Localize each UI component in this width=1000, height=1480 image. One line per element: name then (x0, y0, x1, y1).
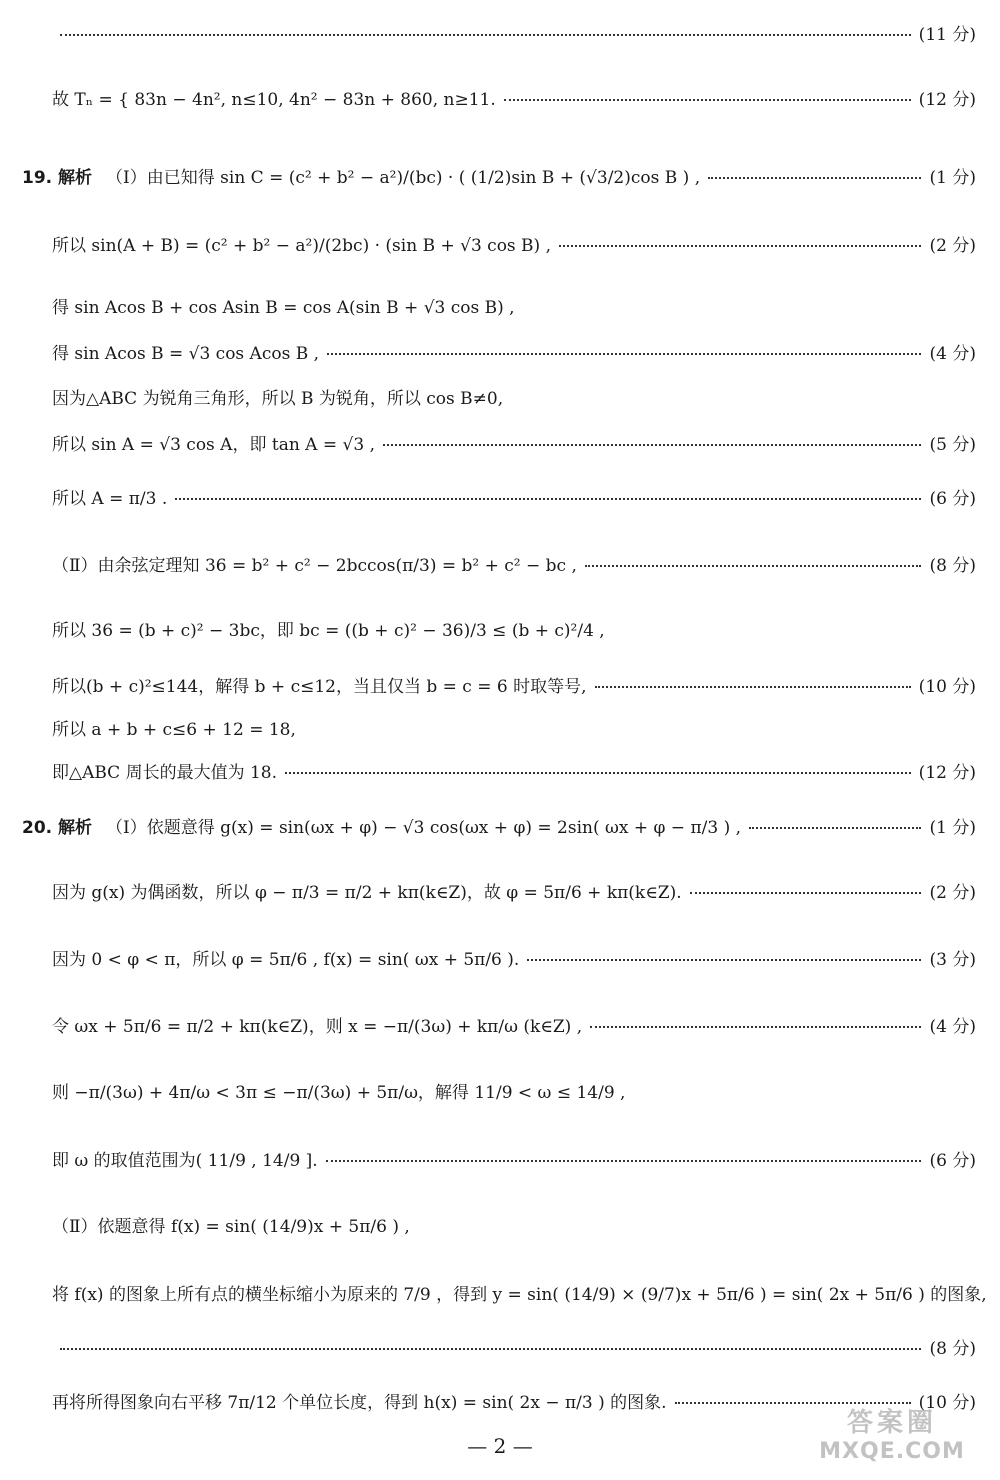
score-points: ( 8 分 ) (929, 1334, 976, 1359)
solution-line-l17 (52, 945, 976, 970)
step-text: （Ⅰ）由已知得 sin C = (c² + b² − a²)/(bc) · ( (1/2)sin B + (√3/2)cos B ) , (106, 168, 701, 188)
solution-line-l22 (52, 1280, 987, 1305)
solution-line-l21 (52, 1212, 976, 1237)
step-text: 所以 sin A = √3 cos A，即 tan A = √3 , (52, 435, 375, 455)
solution-line-l19 (52, 1078, 976, 1103)
dot-leader (326, 1160, 922, 1162)
dot-leader (749, 827, 921, 829)
step-text: 故 Tₙ = { 83n − 4n², n≤10, 4n² − 83n + 860, n≥11. (52, 90, 496, 110)
score-points: ( 1 分 ) (929, 813, 976, 838)
solution-line-l18 (52, 1012, 976, 1037)
step-text: 因为 g(x) 为偶函数，所以 φ − π/3 = π/2 + kπ(k∈Z)，故 φ = 5π/6 + kπ(k∈Z). (52, 883, 682, 903)
step-text: （Ⅱ）由余弦定理知 36 = b² + c² − 2bccos(π/3) = b² + c² − bc , (52, 556, 577, 576)
solution-line-l16 (52, 878, 976, 903)
watermark-logo (802, 1392, 982, 1474)
solution-line-l02 (52, 85, 976, 110)
step-text: 得 sin Acos B = √3 cos Acos B , (52, 344, 320, 364)
solution-line-l04 (52, 231, 976, 256)
step-text: 因为△ABC 为锐角三角形，所以 B 为锐角，所以 cos B≠0, (52, 389, 504, 409)
dot-leader (327, 353, 921, 355)
score-points: ( 4 分 ) (929, 1012, 976, 1037)
dot-leader (504, 99, 911, 101)
score-points: ( 8 分 ) (929, 551, 976, 576)
score-points: ( 1 分 ) (929, 163, 976, 188)
solution-line-l09 (52, 484, 976, 509)
score-points: ( 10 分 ) (919, 672, 976, 697)
watermark-text-url: MXQE.COM (819, 1439, 965, 1464)
dot-leader (585, 565, 922, 567)
dot-leader (60, 1348, 921, 1350)
solution-line-l12 (52, 672, 976, 697)
score-points: ( 6 分 ) (929, 1146, 976, 1171)
solution-line-l20 (52, 1146, 976, 1171)
solution-line-l11 (52, 616, 976, 641)
step-text: 令 ωx + 5π/6 = π/2 + kπ(k∈Z)，则 x = −π/(3ω) + kπ/ω (k∈Z) , (52, 1017, 583, 1037)
score-points: ( 2 分 ) (929, 231, 976, 256)
solution-line-l08 (52, 430, 976, 455)
score-points: ( 11 分 ) (919, 20, 976, 45)
dot-leader (559, 245, 921, 247)
score-points: ( 12 分 ) (919, 85, 976, 110)
dot-leader (590, 1026, 921, 1028)
solution-line-l14 (52, 758, 976, 783)
step-text: 所以 36 = (b + c)² − 3bc，即 bc = ((b + c)² − 36)/3 ≤ (b + c)²/4 , (52, 621, 605, 641)
page-number: — 2 — (467, 1434, 533, 1458)
step-text: 则 −π/(3ω) + 4π/ω < 3π ≤ −π/(3ω) + 5π/ω，解得 11/9 < ω ≤ 14/9 , (52, 1083, 626, 1103)
step-text: （Ⅰ）依题意得 g(x) = sin(ωx + φ) − √3 cos(ωx + φ) = 2sin( ωx + φ − π/3 ) , (106, 818, 742, 838)
dot-leader (708, 177, 921, 179)
dot-leader (175, 498, 921, 500)
solution-line-l10 (52, 551, 976, 576)
step-text: 因为 0 < φ < π，所以 φ = 5π/6 , f(x) = sin( ωx + 5π/6 ). (52, 950, 520, 970)
watermark-text-cn: 答案圈 (846, 1408, 937, 1438)
step-text: 得 sin Acos B + cos Asin B = cos A(sin B + √3 cos B) , (52, 298, 515, 318)
score-points: ( 6 分 ) (929, 484, 976, 509)
solution-line-l07 (52, 384, 976, 409)
step-text: 所以 a + b + c≤6 + 12 = 18, (52, 720, 296, 740)
problem-label: 20. 解析 (22, 818, 93, 838)
solution-line-l13 (52, 715, 976, 740)
step-text: 再将所得图象向右平移 7π/12 个单位长度，得到 h(x) = sin( 2x − π/3 ) 的图象. (52, 1393, 667, 1413)
step-text: 所以 A = π/3 . (52, 489, 168, 509)
solution-line-l15 (22, 813, 976, 838)
score-points: ( 10 分 ) (919, 1388, 976, 1413)
score-points: ( 12 分 ) (919, 758, 976, 783)
solution-line-l03 (22, 163, 976, 188)
score-points: ( 2 分 ) (929, 878, 976, 903)
solution-line-l01 (52, 20, 976, 45)
dot-leader (383, 444, 922, 446)
solution-line-l06 (52, 339, 976, 364)
dot-leader (60, 34, 911, 36)
score-points: ( 5 分 ) (929, 430, 976, 455)
problem-label: 19. 解析 (22, 168, 93, 188)
solution-line-l23 (52, 1334, 976, 1359)
step-text: 所以(b + c)²≤144，解得 b + c≤12，当且仅当 b = c = 6 时取等号, (52, 677, 587, 697)
step-text: （Ⅱ）依题意得 f(x) = sin( (14/9)x + 5π/6 ) , (52, 1217, 410, 1237)
solution-line-l05 (52, 293, 976, 318)
dot-leader (527, 959, 921, 961)
dot-leader (690, 892, 922, 894)
dot-leader (285, 772, 911, 774)
step-text: 即 ω 的取值范围为( 11/9 , 14/9 ]. (52, 1151, 318, 1171)
step-text: 即△ABC 周长的最大值为 18. (52, 763, 278, 783)
score-points: ( 4 分 ) (929, 339, 976, 364)
dot-leader (595, 686, 911, 688)
step-text: 将 f(x) 的图象上所有点的横坐标缩小为原来的 7/9 ，得到 y = sin( (14/9) × (9/7)x + 5π/6 ) = sin( 2x + 5π/6 ) 的图象, (52, 1285, 987, 1305)
score-points: ( 3 分 ) (929, 945, 976, 970)
step-text: 所以 sin(A + B) = (c² + b² − a²)/(2bc) · (sin B + √3 cos B) , (52, 236, 551, 256)
